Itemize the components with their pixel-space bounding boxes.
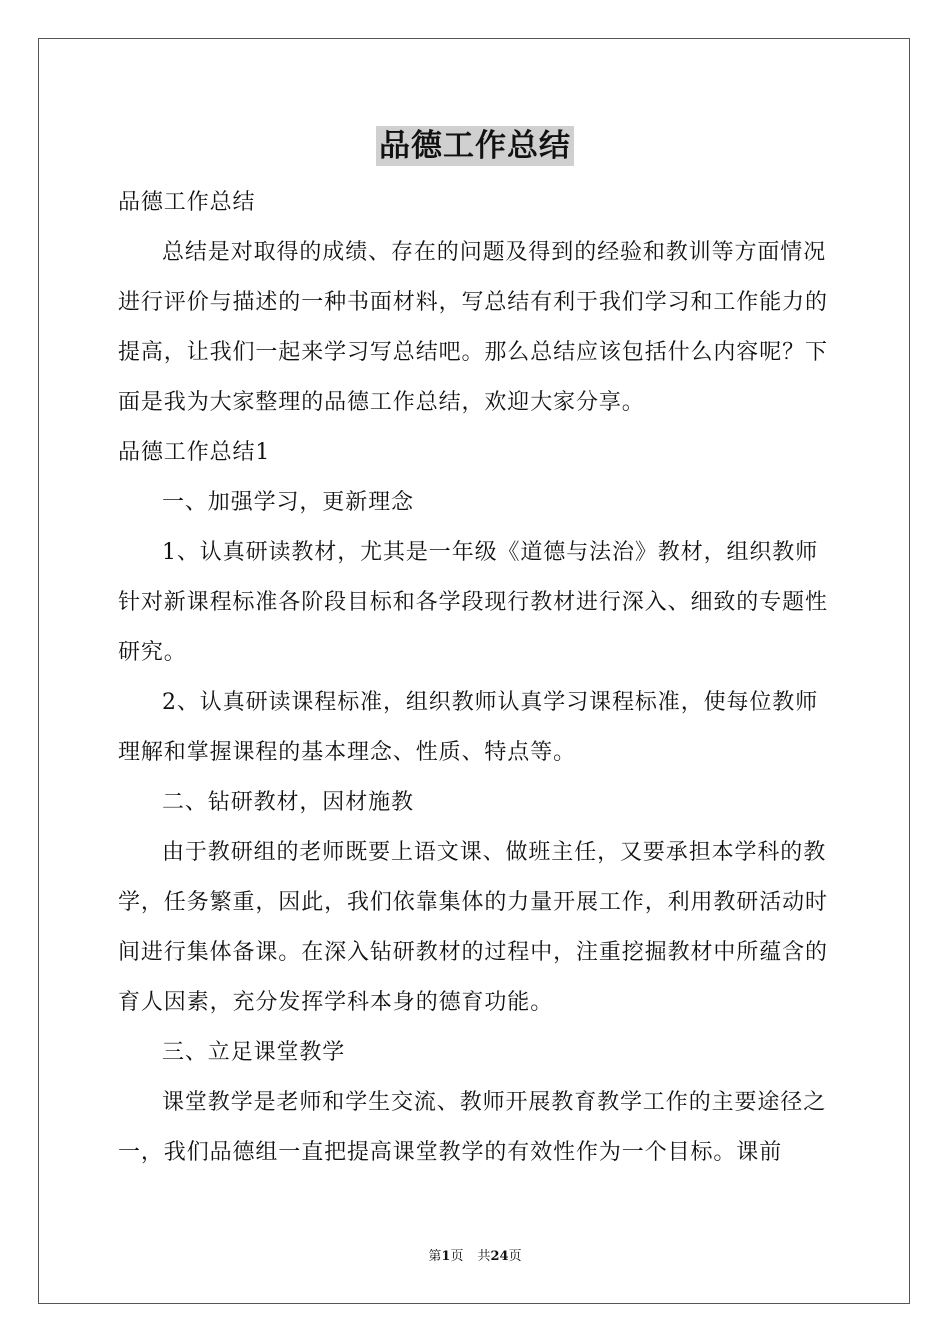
subsection-heading: 一、加强学习，更新理念 bbox=[162, 490, 414, 515]
document-body bbox=[118, 178, 834, 1178]
paragraph: 品德工作总结 bbox=[118, 190, 256, 215]
page-prefix: 第 bbox=[428, 1249, 442, 1264]
paragraph: 2、认真研读课程标准，组织教师认真学习课程标准，使每位教师理解和掌握课程的基本理念、性质、特点等。 bbox=[118, 690, 819, 765]
total-suffix: 页 bbox=[508, 1249, 522, 1264]
total-prefix: 共 bbox=[477, 1249, 491, 1264]
page-number: 1 bbox=[441, 1249, 451, 1264]
section-heading: 品德工作总结1 bbox=[118, 440, 271, 465]
subsection-heading: 三、立足课堂教学 bbox=[162, 1040, 346, 1065]
paragraph: 总结是对取得的成绩、存在的问题及得到的经验和教训等方面情况进行评价与描述的一种书面材料，写总结有利于我们学习和工作能力的提高，让我们一起来学习写总结吧。那么总结应该包括什么内容呢？下面是我为大家整理的品德工作总结，欢迎大家分享。 bbox=[118, 240, 828, 415]
paragraph: 课堂教学是老师和学生交流、教师开展教育教学工作的主要途径之一，我们品德组一直把提高课堂教学的有效性作为一个目标。课前 bbox=[118, 1090, 827, 1165]
paragraph: 由于教研组的老师既要上语文课、做班主任，又要承担本学科的教学，任务繁重，因此，我们依靠集体的力量开展工作，利用教研活动时间进行集体备课。在深入钻研教材的过程中，注重挖掘教材中所蕴含的育人因素，充分发挥学科本身的德育功能。 bbox=[118, 840, 828, 1015]
title-container bbox=[0, 126, 950, 166]
page-footer bbox=[0, 1248, 950, 1266]
subsection-heading: 二、钻研教材，因材施教 bbox=[162, 790, 414, 815]
paragraph: 1、认真研读教材，尤其是一年级《道德与法治》教材，组织教师针对新课程标准各阶段目标和各学段现行教材进行深入、细致的专题性研究。 bbox=[118, 540, 828, 665]
total-pages: 24 bbox=[490, 1249, 509, 1264]
document-title: 品德工作总结 bbox=[376, 126, 574, 166]
page-suffix: 页 bbox=[450, 1249, 464, 1264]
